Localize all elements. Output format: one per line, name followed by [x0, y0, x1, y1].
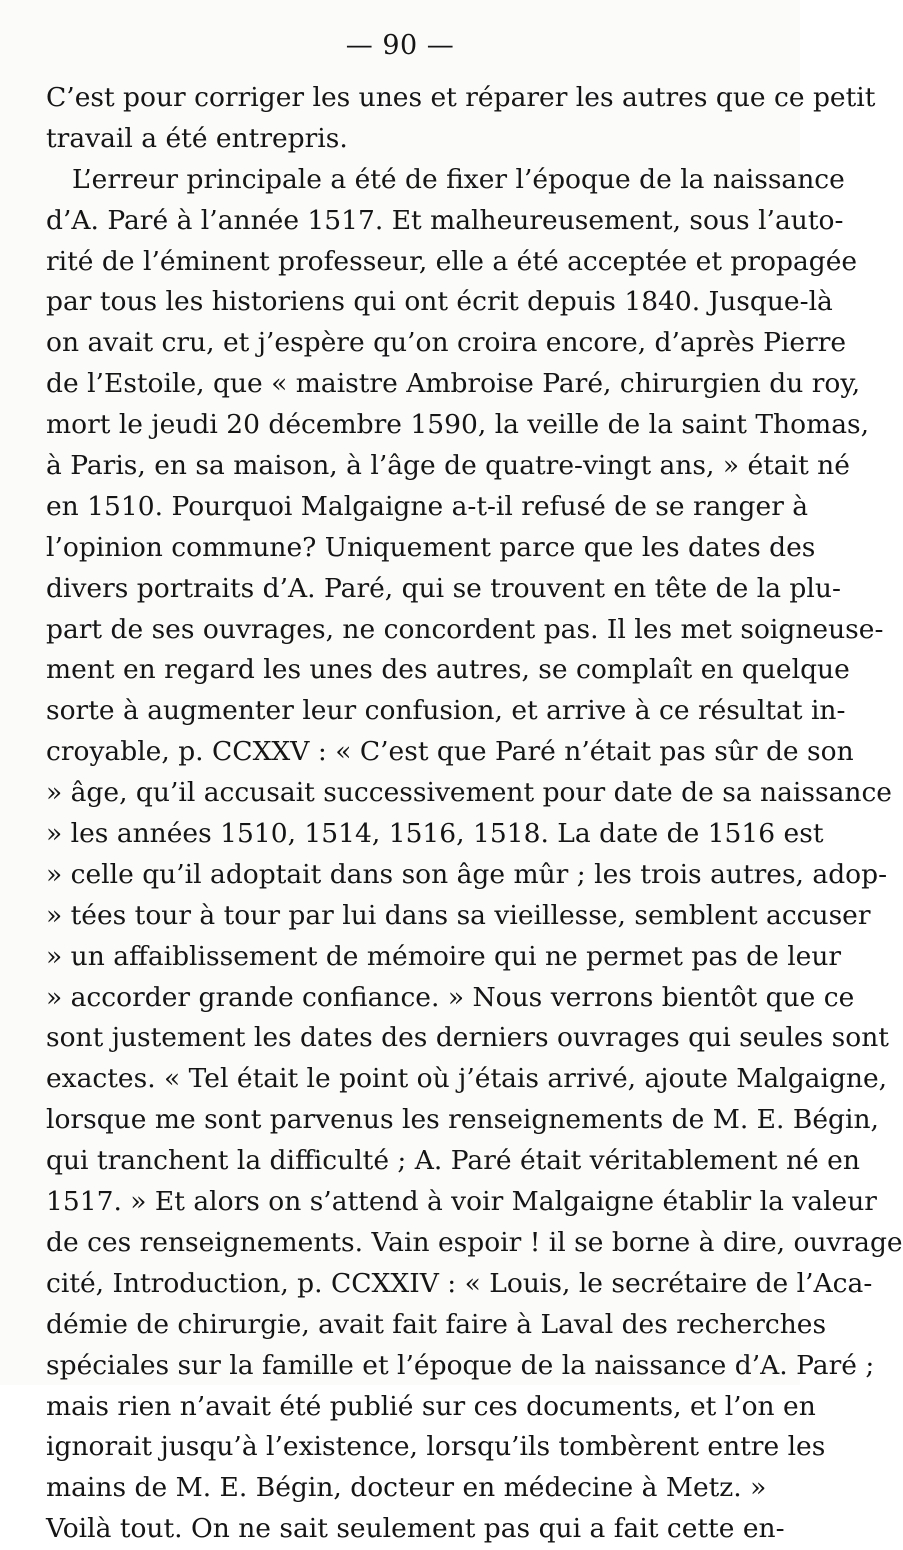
- text-line: cité, Introduction, p. CCXXIV : « Louis, le secrétaire de l’Aca-: [46, 1267, 873, 1299]
- text-line: mais rien n’avait été publié sur ces documents, et l’on en: [46, 1390, 816, 1422]
- text-line: exactes. « Tel était le point où j’étais arrivé, ajoute Malgaigne,: [46, 1063, 888, 1095]
- text-line: qui tranchent la difficulté ; A. Paré était véritablement né en: [46, 1145, 860, 1177]
- text-line: rité de l’éminent professeur, elle a été acceptée et propagée: [46, 245, 858, 277]
- text-line: on avait cru, et j’espère qu’on croira encore, d’après Pierre: [46, 327, 847, 359]
- text-line: lorsque me sont parvenus les renseignements de M. E. Bégin,: [46, 1104, 879, 1136]
- text-line: par tous les historiens qui ont écrit depuis 1840. Jusque-là: [46, 286, 833, 318]
- text-line: divers portraits d’A. Paré, qui se trouvent en tête de la plu-: [46, 572, 841, 604]
- text-line: ignorait jusqu’à l’existence, lorsqu’ils tombèrent entre les: [46, 1431, 826, 1463]
- page-number: — 90 —: [345, 30, 455, 61]
- text-line: C’est pour corriger les unes et réparer les autres que ce petit: [46, 82, 876, 113]
- text-line: d’A. Paré à l’année 1517. Et malheureusement, sous l’auto-: [46, 204, 844, 236]
- text-line: travail a été entrepris.: [46, 122, 348, 154]
- text-line: démie de chirurgie, avait fait faire à Laval des recherches: [46, 1308, 827, 1340]
- text-line: 1517. » Et alors on s’attend à voir Malgaigne établir la valeur: [46, 1186, 877, 1218]
- text-line: mort le jeudi 20 décembre 1590, la veille de la saint Thomas,: [46, 409, 870, 441]
- text-line: » tées tour à tour par lui dans sa vieillesse, semblent accuser: [46, 899, 871, 931]
- text-line: » un affaiblissement de mémoire qui ne permet pas de leur: [46, 940, 842, 972]
- text-line: croyable, p. CCXXV : « C’est que Paré n’était pas sûr de son: [46, 736, 854, 768]
- text-line: Voilà tout. On ne sait seulement pas qui a fait cette en-: [46, 1513, 785, 1545]
- body-text: [46, 78, 903, 1550]
- text-line: part de ses ouvrages, ne concordent pas. Il les met soigneuse-: [46, 613, 884, 645]
- text-line: en 1510. Pourquoi Malgaigne a-t-il refusé de se ranger à: [46, 490, 809, 522]
- text-line: de l’Estoile, que « maistre Ambroise Paré, chirurgien du roy,: [46, 368, 861, 400]
- text-line: L’erreur principale a été de fixer l’époque de la naissance: [72, 163, 845, 195]
- text-line: » accorder grande confiance. » Nous verrons bientôt que ce: [46, 981, 855, 1013]
- text-line: mains de M. E. Bégin, docteur en médecine à Metz. »: [46, 1472, 767, 1504]
- text-line: de ces renseignements. Vain espoir ! il se borne à dire, ouvrage: [46, 1226, 903, 1258]
- text-line: » âge, qu’il accusait successivement pour date de sa naissance: [46, 777, 892, 809]
- text-line: sont justement les dates des derniers ouvrages qui seules sont: [46, 1022, 889, 1054]
- text-line: » les années 1510, 1514, 1516, 1518. La date de 1516 est: [46, 818, 824, 850]
- text-line: » celle qu’il adoptait dans son âge mûr ; les trois autres, adop-: [46, 858, 888, 890]
- text-line: sorte à augmenter leur confusion, et arrive à ce résultat in-: [46, 695, 846, 727]
- text-line: ment en regard les unes des autres, se complaît en quelque: [46, 654, 850, 686]
- text-line: à Paris, en sa maison, à l’âge de quatre-vingt ans, » était né: [46, 450, 850, 482]
- text-line: l’opinion commune? Uniquement parce que les dates des: [46, 531, 816, 563]
- text-line: spéciales sur la famille et l’époque de la naissance d’A. Paré ;: [46, 1349, 875, 1381]
